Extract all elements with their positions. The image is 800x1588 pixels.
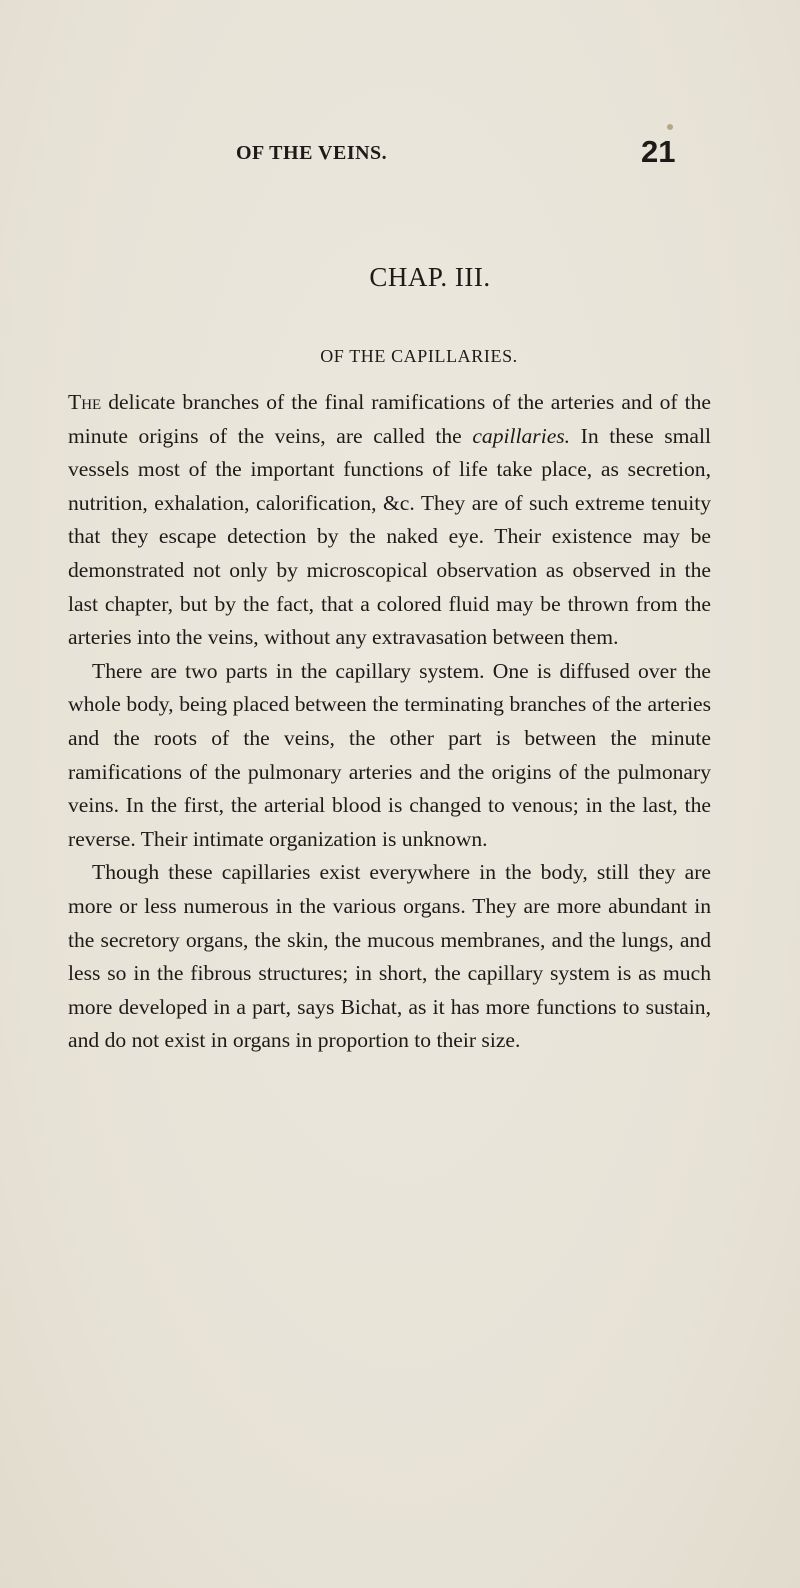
- paragraph-1-text-a: delicate branches of the final ramifications of the arteries and of the minute origins of the veins, are called the: [68, 390, 711, 448]
- paragraph-1: [68, 386, 711, 655]
- page-number: 21: [641, 134, 676, 169]
- running-header: [0, 134, 800, 172]
- chapter-title-text: OF THE CAPILLARIES.: [320, 346, 518, 366]
- chapter-heading: [0, 262, 800, 293]
- chapter-number: CHAP. III.: [369, 262, 491, 292]
- running-title: OF THE VEINS.: [236, 142, 388, 164]
- paragraph-1-text-b: In these small vessels most of the important functions of life take place, as secretion, nutrition, exhalation, calorification, &c. They are of such extreme tenuity that they escape detection by the naked eye. Their existence may be demonstrated not only by microscopical observation as observed in the last chapter, but by the fact, that a colored fluid may be thrown from the arteries into the veins, without any extravasation between them.: [68, 423, 711, 650]
- paragraph-3: Though these capillaries exist everywhere in the body, still they are more or less numerous in the various organs. They are more abundant in the secretory organs, the skin, the mucous membranes, and the lungs, and less so in the fibrous structures; in short, the capillary system is as much more developed in a part, says Bichat, as it has more functions to sustain, and do not exist in organs in proportion to their size.: [68, 860, 711, 1053]
- chapter-title: [0, 346, 800, 367]
- paragraph-2: There are two parts in the capillary system. One is diffused over the whole body, being placed between the terminating branches of the arteries and the roots of the veins, the other part is between the minute ramifications of the pulmonary arteries and the origins of the pulmonary veins. In the first, the arterial blood is changed to venous; in the last, the reverse. Their intimate organization is unknown.: [68, 658, 711, 851]
- paragraph-1-italic-term: capillaries.: [472, 423, 571, 448]
- paragraph-1-opening: The: [68, 390, 102, 414]
- body-text: [68, 386, 711, 1058]
- paper-fleck: [667, 124, 673, 130]
